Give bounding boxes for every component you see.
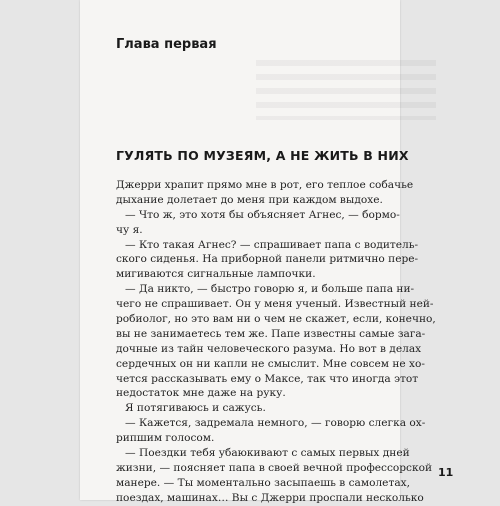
book-page: [80, 0, 454, 504]
text-line: Я потягиваюсь и сажусь.: [125, 402, 266, 415]
text-line: чется рассказывать ему о Максе, так что иногда этот: [116, 372, 419, 385]
text-line: жизни, — поясняет папа в своей вечной профессорской: [116, 461, 433, 474]
text-line: — Кто такая Агнес? — спрашивает папа с водитель-: [125, 238, 419, 251]
text-line: чу я.: [116, 223, 143, 236]
chapter-label: Глава первая: [116, 37, 217, 52]
text-line: Джерри храпит прямо мне в рот, его теплое собачье: [116, 179, 414, 191]
text-line: манере. — Ты моментально засыпаешь в самолетах,: [116, 476, 410, 489]
text-line: вы не занимаетесь тем же. Папе известны самые зага-: [116, 327, 426, 340]
show-through-text: [256, 60, 436, 120]
body-text: [116, 178, 436, 506]
page-number: 11: [438, 466, 454, 479]
text-line: поездах, машинах… Вы с Джерри проспали несколько: [116, 491, 424, 504]
text-line: — Кажется, задремала немного, — говорю слегка ох-: [125, 417, 426, 430]
text-line: мигиваются сигнальные лампочки.: [116, 268, 316, 281]
text-line: ского сиденья. На приборной панели ритмично пере-: [116, 253, 419, 266]
text-line: робиолог, но это вам ни о чем не скажет, если, конечно,: [116, 313, 436, 326]
text-line: сердечных он ни капли не смыслит. Мне совсем не хо-: [116, 357, 425, 370]
text-line: дочные из тайн человеческого разума. Но вот в делах: [116, 342, 422, 355]
text-line: чего не спрашивает. Он у меня ученый. Известный ней-: [116, 298, 434, 311]
section-title: ГУЛЯТЬ ПО МУЗЕЯМ, А НЕ ЖИТЬ В НИХ: [116, 148, 409, 163]
text-line: рипшим голосом.: [116, 432, 215, 445]
text-line: — Да никто, — быстро говорю я, и больше папа ни-: [125, 283, 415, 296]
text-line: дыхание долетает до меня при каждом выдохе.: [116, 193, 383, 206]
text-line: — Поездки тебя убаюкивают с самых первых дней: [125, 447, 410, 460]
text-line: недостаток мне даже на руку.: [116, 387, 286, 400]
text-line: — Что ж, это хотя бы объясняет Агнес, — бормо-: [125, 208, 400, 221]
